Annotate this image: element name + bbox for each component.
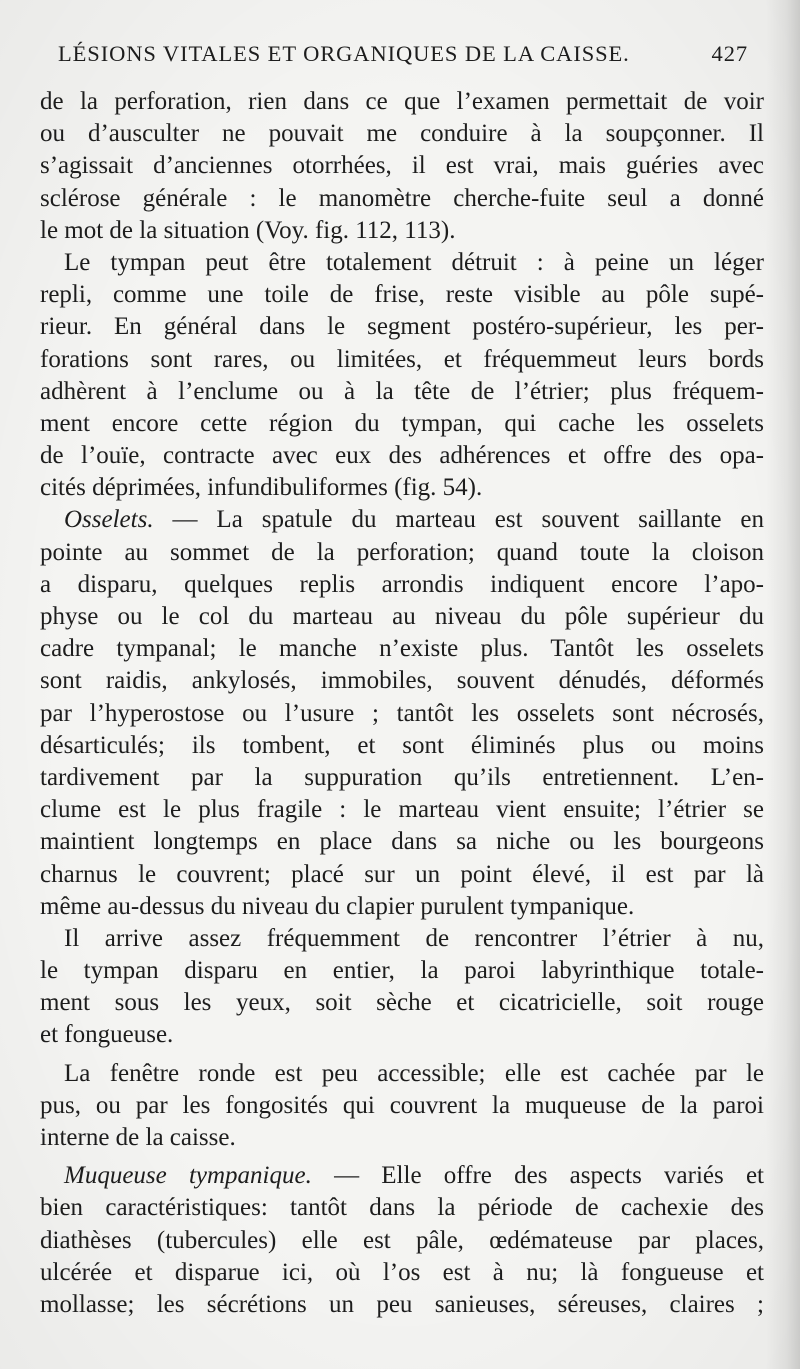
line-text: pointe au sommet de la perforation; quand toute la cloison: [40, 538, 764, 566]
text-line: [40, 569, 764, 601]
text-line: [40, 633, 764, 665]
line-text: maintient longtemps en place dans sa niche ou les bourgeons: [40, 828, 764, 856]
line-text: le mot de la situation (Voy. fig. 112, 113).: [40, 216, 456, 244]
line-text: même au-dessus du niveau du clapier purulent tympanique.: [40, 892, 635, 920]
text-line: [40, 923, 764, 955]
line-text: physe ou le col du marteau au niveau du pôle supérieur du: [40, 603, 764, 630]
running-head: [58, 34, 748, 74]
text-line: [40, 311, 764, 343]
line-text: de la perforation, rien dans ce que l’examen permettait de voir: [40, 88, 764, 115]
text-line: [40, 472, 764, 504]
line-text: forations sont rares, ou limitées, et fréquemmeut leurs bords: [40, 345, 764, 373]
line-text: et fongueuse.: [40, 1021, 174, 1049]
line-text: ment sous les yeux, soit sèche et cicatricielle, soit rouge: [40, 989, 764, 1017]
text-line: [40, 1225, 764, 1257]
line-text: ulcérée et disparue ici, où l’os est à nu; là fongueuse et: [40, 1258, 764, 1286]
text-line: [40, 1192, 764, 1224]
line-text: adhèrent à l’enclume ou à la tête de l’étrier; plus fréquem-: [40, 377, 764, 405]
text-line: [40, 376, 764, 408]
italic-heading: Muqueuse tympanique.: [64, 1162, 312, 1190]
text-line: [40, 730, 764, 762]
text-line: [40, 1058, 764, 1090]
line-text: — Elle offre des aspects variés et: [311, 1162, 764, 1190]
line-text: cadre tympanal; le manche n’existe plus. Tantôt les osselets: [40, 635, 764, 663]
line-text: repli, comme une toile de frise, reste visible au pôle supé-: [40, 281, 764, 309]
text-line: [40, 762, 764, 794]
line-text: sont raidis, ankylosés, immobiles, souvent dénudés, déformés: [40, 667, 764, 695]
text-line: [40, 859, 764, 891]
line-text: s’agissait d’anciennes otorrhées, il est vrai, mais guéries avec: [40, 152, 764, 180]
page-number: 427: [711, 41, 748, 66]
text-line: [40, 183, 764, 215]
running-head-title: LÉSIONS VITALES ET ORGANIQUES DE LA CAISSE.: [58, 41, 630, 66]
line-text: désarticulés; ils tombent, et sont éliminés plus ou moins: [40, 731, 764, 759]
text-line: [40, 1257, 764, 1289]
text-line: [40, 794, 764, 826]
text-line: [40, 891, 764, 923]
text-line: [40, 118, 764, 150]
page-gutter-shadow: [766, 0, 800, 1369]
line-text: cités déprimées, infundibuliformes (fig. 54).: [40, 474, 483, 502]
line-text: tardivement par la suppuration qu’ils entretiennent. L’en-: [40, 763, 764, 791]
line-text: pus, ou par les fongosités qui couvrent la muqueuse de la paroi: [40, 1091, 764, 1119]
text-line: [40, 698, 764, 730]
line-text: rieur. En général dans le segment postéro-supérieur, les per-: [40, 313, 764, 341]
italic-heading: Osselets.: [64, 506, 154, 534]
line-text: de l’ouïe, contracte avec eux des adhérences et offre des opa-: [40, 442, 764, 470]
text-line: [40, 1289, 764, 1321]
line-text: bien caractéristiques: tantôt dans la période de cachexie des: [40, 1194, 764, 1222]
text-line: [40, 408, 764, 440]
text-line: [40, 1122, 764, 1154]
line-text: sclérose générale : le manomètre cherche-fuite seul a donné: [40, 184, 764, 212]
line-text: Le tympan peut être totalement détruit : à peine un léger: [64, 248, 764, 276]
line-text: ment encore cette région du tympan, qui cache les osselets: [40, 409, 764, 437]
line-text: charnus le couvrent; placé sur un point élevé, il est par là: [40, 860, 764, 888]
text-line: [40, 826, 764, 858]
text-line: [40, 150, 764, 182]
line-text: ou d’ausculter ne pouvait me conduire à la soupçonner. Il: [40, 120, 764, 148]
text-line: [40, 601, 764, 633]
text-line: [40, 344, 764, 376]
line-text: interne de la caisse.: [40, 1124, 236, 1151]
text-line: [40, 987, 764, 1019]
line-text: a disparu, quelques replis arrondis indiquent encore l’apo-: [40, 570, 764, 598]
line-text: clume est le plus fragile : le marteau vient ensuite; l’étrier se: [40, 796, 764, 824]
text-line: [40, 279, 764, 311]
text-line: [40, 86, 764, 118]
text-line: [40, 215, 764, 247]
line-text: par l’hyperostose ou l’usure ; tantôt les osselets sont nécrosés,: [40, 699, 764, 727]
line-text: La fenêtre ronde est peu accessible; elle est cachée par le: [64, 1059, 764, 1087]
text-line: [40, 1090, 764, 1122]
text-line: [40, 1019, 764, 1051]
line-text: Il arrive assez fréquemment de rencontrer l’étrier à nu,: [64, 924, 764, 952]
text-line: [40, 1160, 764, 1192]
text-line: [40, 504, 764, 536]
text-line: [40, 665, 764, 697]
text-line: [40, 955, 764, 987]
text-line: [40, 440, 764, 472]
line-text: — La spatule du marteau est souvent saillante en: [153, 506, 764, 534]
text-line: [40, 537, 764, 569]
text-line: [40, 247, 764, 279]
body-text: [40, 86, 764, 1321]
line-text: le tympan disparu en entier, la paroi labyrinthique totale-: [40, 957, 764, 985]
line-text: diathèses (tubercules) elle est pâle, œdémateuse par places,: [40, 1226, 764, 1254]
line-text: mollasse; les sécrétions un peu sanieuses, séreuses, claires ;: [40, 1290, 764, 1318]
